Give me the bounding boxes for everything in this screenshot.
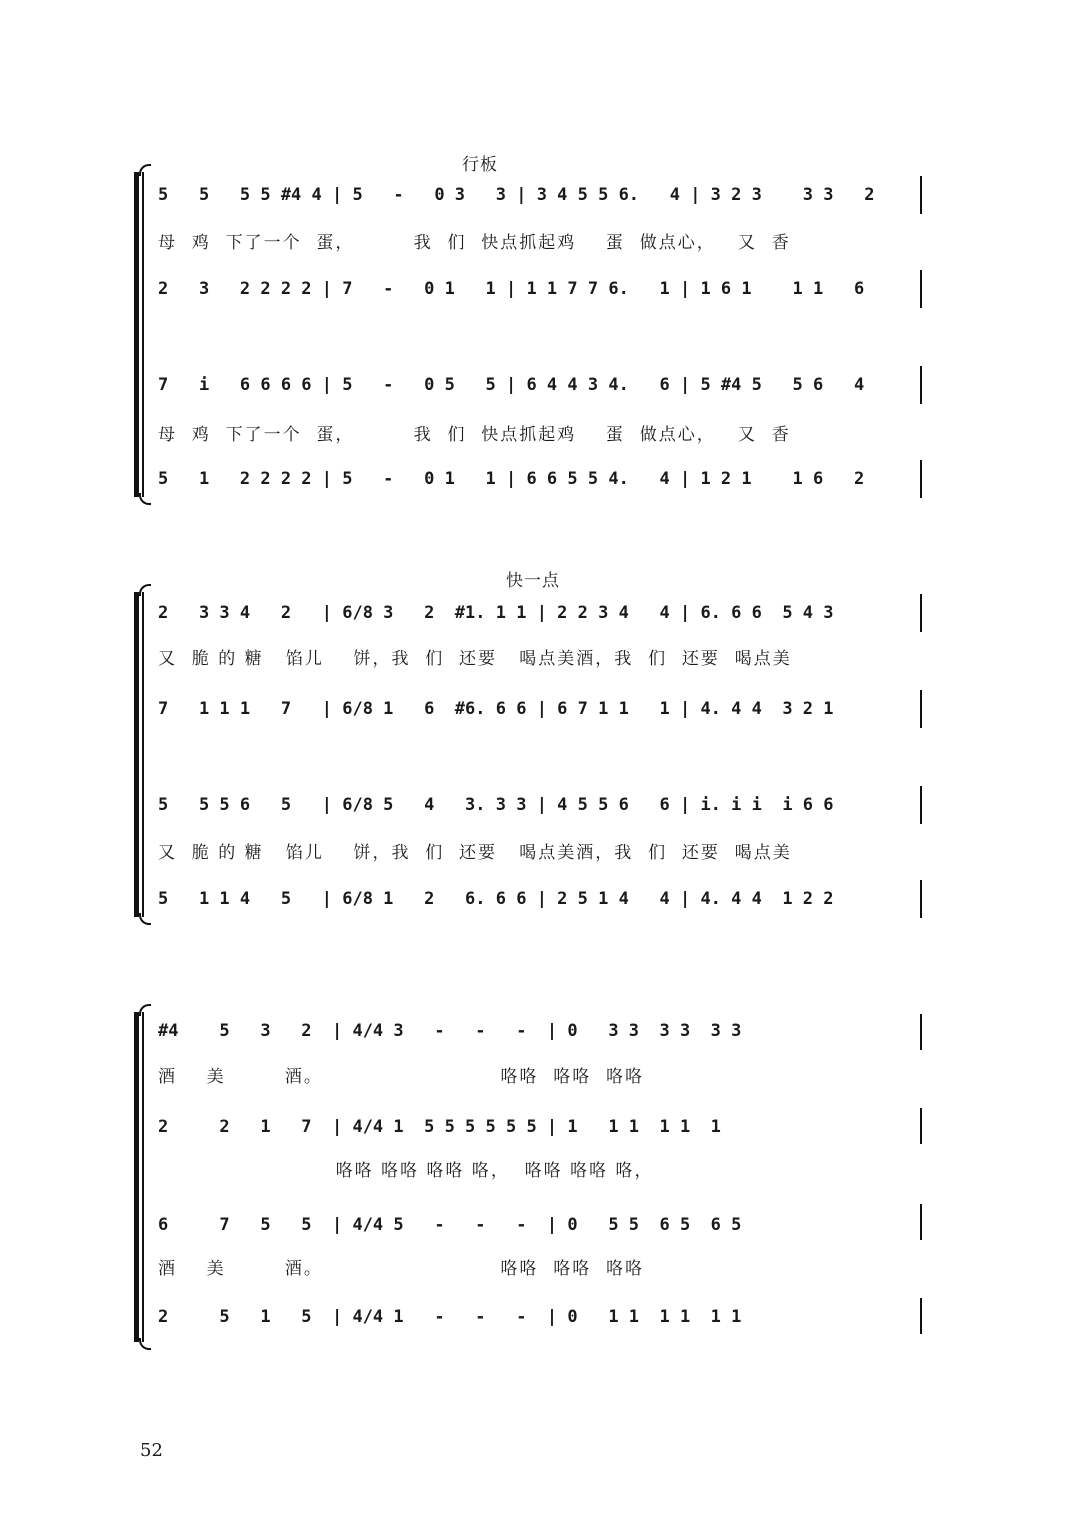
lyric-line: 又 脆 的 糖 馅儿 饼，我 们 还要 喝点美酒，我 们 还要 喝点美 — [158, 843, 792, 863]
system-brace — [134, 592, 146, 917]
notation-line: 2 3 2 2 2 2 | 7 - 0 1 1 | 1 1 7 7 6. 1 | 1 6 1 1 1 6 — [158, 279, 865, 299]
notation-line: 5 1 2 2 2 2 | 5 - 0 1 1 | 6 6 5 5 4. 4 | 1 2 1 1 6 2 — [158, 469, 865, 489]
barline — [920, 1014, 922, 1050]
barline — [920, 460, 922, 498]
notation-line: 2 2 1 7 | 4/4 1 5 5 5 5 5 5 | 1 1 1 1 1 1 — [158, 1117, 721, 1137]
lyric-line: 咯咯 咯咯 咯咯 咯， 咯咯 咯咯 咯， — [158, 1161, 654, 1181]
lyric-line: 又 脆 的 糖 馅儿 饼，我 们 还要 喝点美酒，我 们 还要 喝点美 — [158, 649, 792, 669]
notation-line: 7 i 6 6 6 6 | 5 - 0 5 5 | 6 4 4 3 4. 6 | 5 #4 5 5 6 4 — [158, 375, 865, 395]
system-3 — [134, 1012, 924, 1342]
barline — [920, 1108, 922, 1144]
barline — [920, 786, 922, 824]
barline — [920, 270, 922, 308]
barline — [920, 594, 922, 632]
barline — [920, 366, 922, 404]
notation-line: 7 1 1 1 7 | 6/8 1 6 #6. 6 6 | 6 7 1 1 1 | 4. 4 4 3 2 1 — [158, 699, 834, 719]
notation-line: 5 5 5 6 5 | 6/8 5 4 3. 3 3 | 4 5 5 6 6 | i. i i i 6 6 — [158, 795, 834, 815]
barline — [920, 176, 922, 214]
notation-line: 5 5 5 5 #4 4 | 5 - 0 3 3 | 3 4 5 5 6. 4 | 3 2 3 3 3 2 — [158, 185, 875, 205]
page-number: 52 — [140, 1440, 163, 1461]
lyric-line: 酒 美 酒。 咯咯 咯咯 咯咯 — [158, 1067, 645, 1087]
lyric-line: 酒 美 酒。 咯咯 咯咯 咯咯 — [158, 1259, 645, 1279]
notation-line: 2 3 3 4 2 | 6/8 3 2 #1. 1 1 | 2 2 3 4 4 | 6. 6 6 5 4 3 — [158, 603, 834, 623]
system-brace — [134, 172, 146, 497]
system-2 — [134, 592, 924, 917]
tempo-marking: 快一点 — [506, 571, 560, 591]
tempo-marking: 行板 — [462, 155, 498, 175]
barline — [920, 1298, 922, 1334]
lyric-line: 母 鸡 下了一个 蛋， 我 们 快点抓起鸡 蛋 做点心， 又 香 — [158, 425, 791, 445]
notation-line: 2 5 1 5 | 4/4 1 - - - | 0 1 1 1 1 1 1 — [158, 1307, 742, 1327]
barline — [920, 690, 922, 728]
barline — [920, 880, 922, 918]
lyric-line: 母 鸡 下了一个 蛋， 我 们 快点抓起鸡 蛋 做点心， 又 香 — [158, 233, 791, 253]
notation-line: 5 1 1 4 5 | 6/8 1 2 6. 6 6 | 2 5 1 4 4 | 4. 4 4 1 2 2 — [158, 889, 834, 909]
barline — [920, 1204, 922, 1240]
notation-line: #4 5 3 2 | 4/4 3 - - - | 0 3 3 3 3 3 3 — [158, 1021, 742, 1041]
notation-line: 6 7 5 5 | 4/4 5 - - - | 0 5 5 6 5 6 5 — [158, 1215, 742, 1235]
system-1 — [134, 172, 924, 497]
system-brace — [134, 1012, 146, 1342]
